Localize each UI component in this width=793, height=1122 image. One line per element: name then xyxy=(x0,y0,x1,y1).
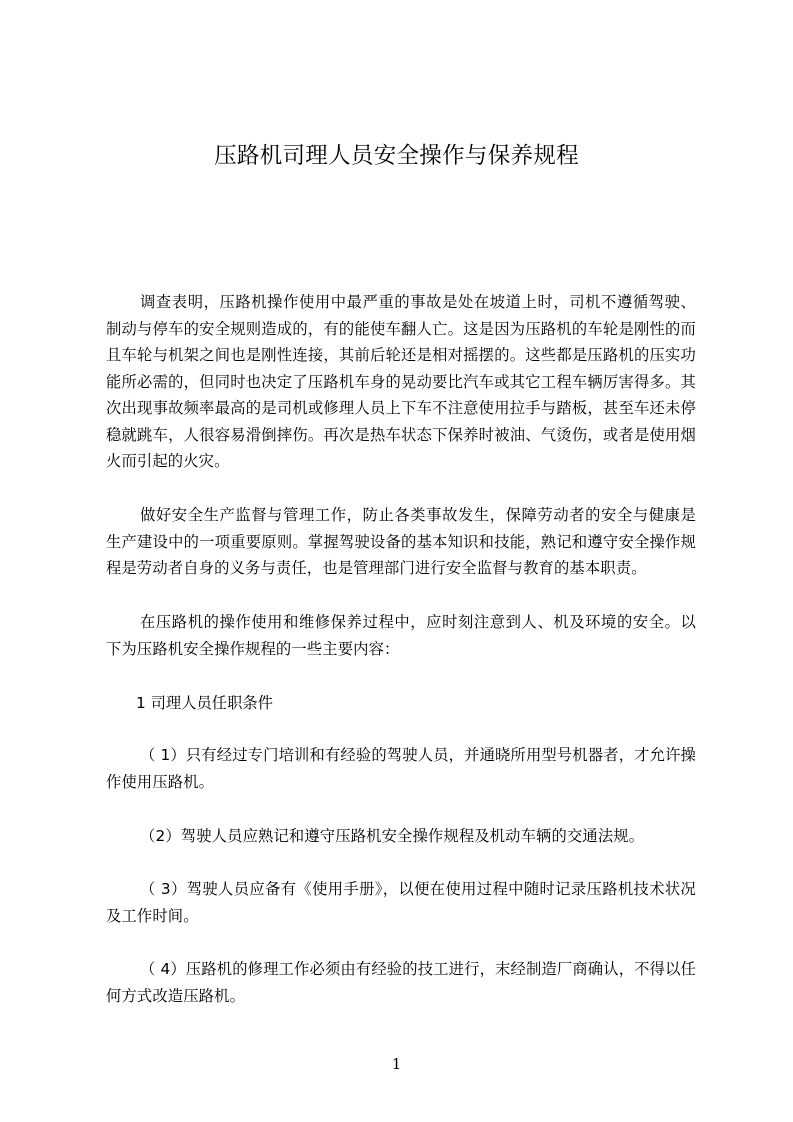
page-number: 1 xyxy=(391,1055,402,1073)
paragraph-introduction: 在压路机的操作使用和维修保养过程中，应时刻注意到人、机及环境的安全。以下为压路机安全操作规程的一些主要内容： xyxy=(106,613,696,658)
paragraph-accident-causes: 调查表明，压路机操作使用中最严重的事故是处在坡道上时，司机不遵循驾驶、制动与停车的安全规则造成的，有的能使车翻人亡。这是因为压路机的车轮是刚性的而且车轮与机架之间也是刚性连接，其前后轮还是相对摇摆的。这些都是压路机的压实功能所必需的，但同时也决定了压路机车身的晃动要比汽车或其它工程车辆厉害得多。其次出现事故频率最高的是司机或修理人员上下车不注意使用拉手与踏板，甚至车还未停稳就跳车，人很容易滑倒摔伤。再次是热车状态下保养时被油、气烫伤，或者是使用烟火而引起的火灾。 xyxy=(106,293,696,470)
list-item-3: （ 3）驾驶人员应备有《使用手册》，以便在使用过程中随时记录压路机技术状况及工作时间。 xyxy=(106,880,696,925)
section-heading: 1 司理人员任职条件 xyxy=(136,694,273,712)
list-item-1: （ 1）只有经过专门培训和有经验的驾驶人员，并通晓所用型号机器者，才允许操作使用压路机。 xyxy=(106,746,696,791)
list-item-4: （ 4）压路机的修理工作必须由有经验的技工进行，末经制造厂商确认，不得以任何方式改造压路机。 xyxy=(106,960,696,1005)
document-title: 压路机司理人员安全操作与保养规程 xyxy=(214,143,579,169)
list-item-2: （2）驾驶人员应熟记和遵守压路机安全操作规程及机动车辆的交通法规。 xyxy=(140,827,645,845)
paragraph-safety-management: 做好安全生产监督与管理工作，防止各类事故发生，保障劳动者的安全与健康是生产建设中的一项重要原则。掌握驾驶设备的基本知识和技能，熟记和遵守安全操作规程是劳动者自身的义务与责任，也是管理部门进行安全监督与教育的基本职责。 xyxy=(106,506,696,577)
